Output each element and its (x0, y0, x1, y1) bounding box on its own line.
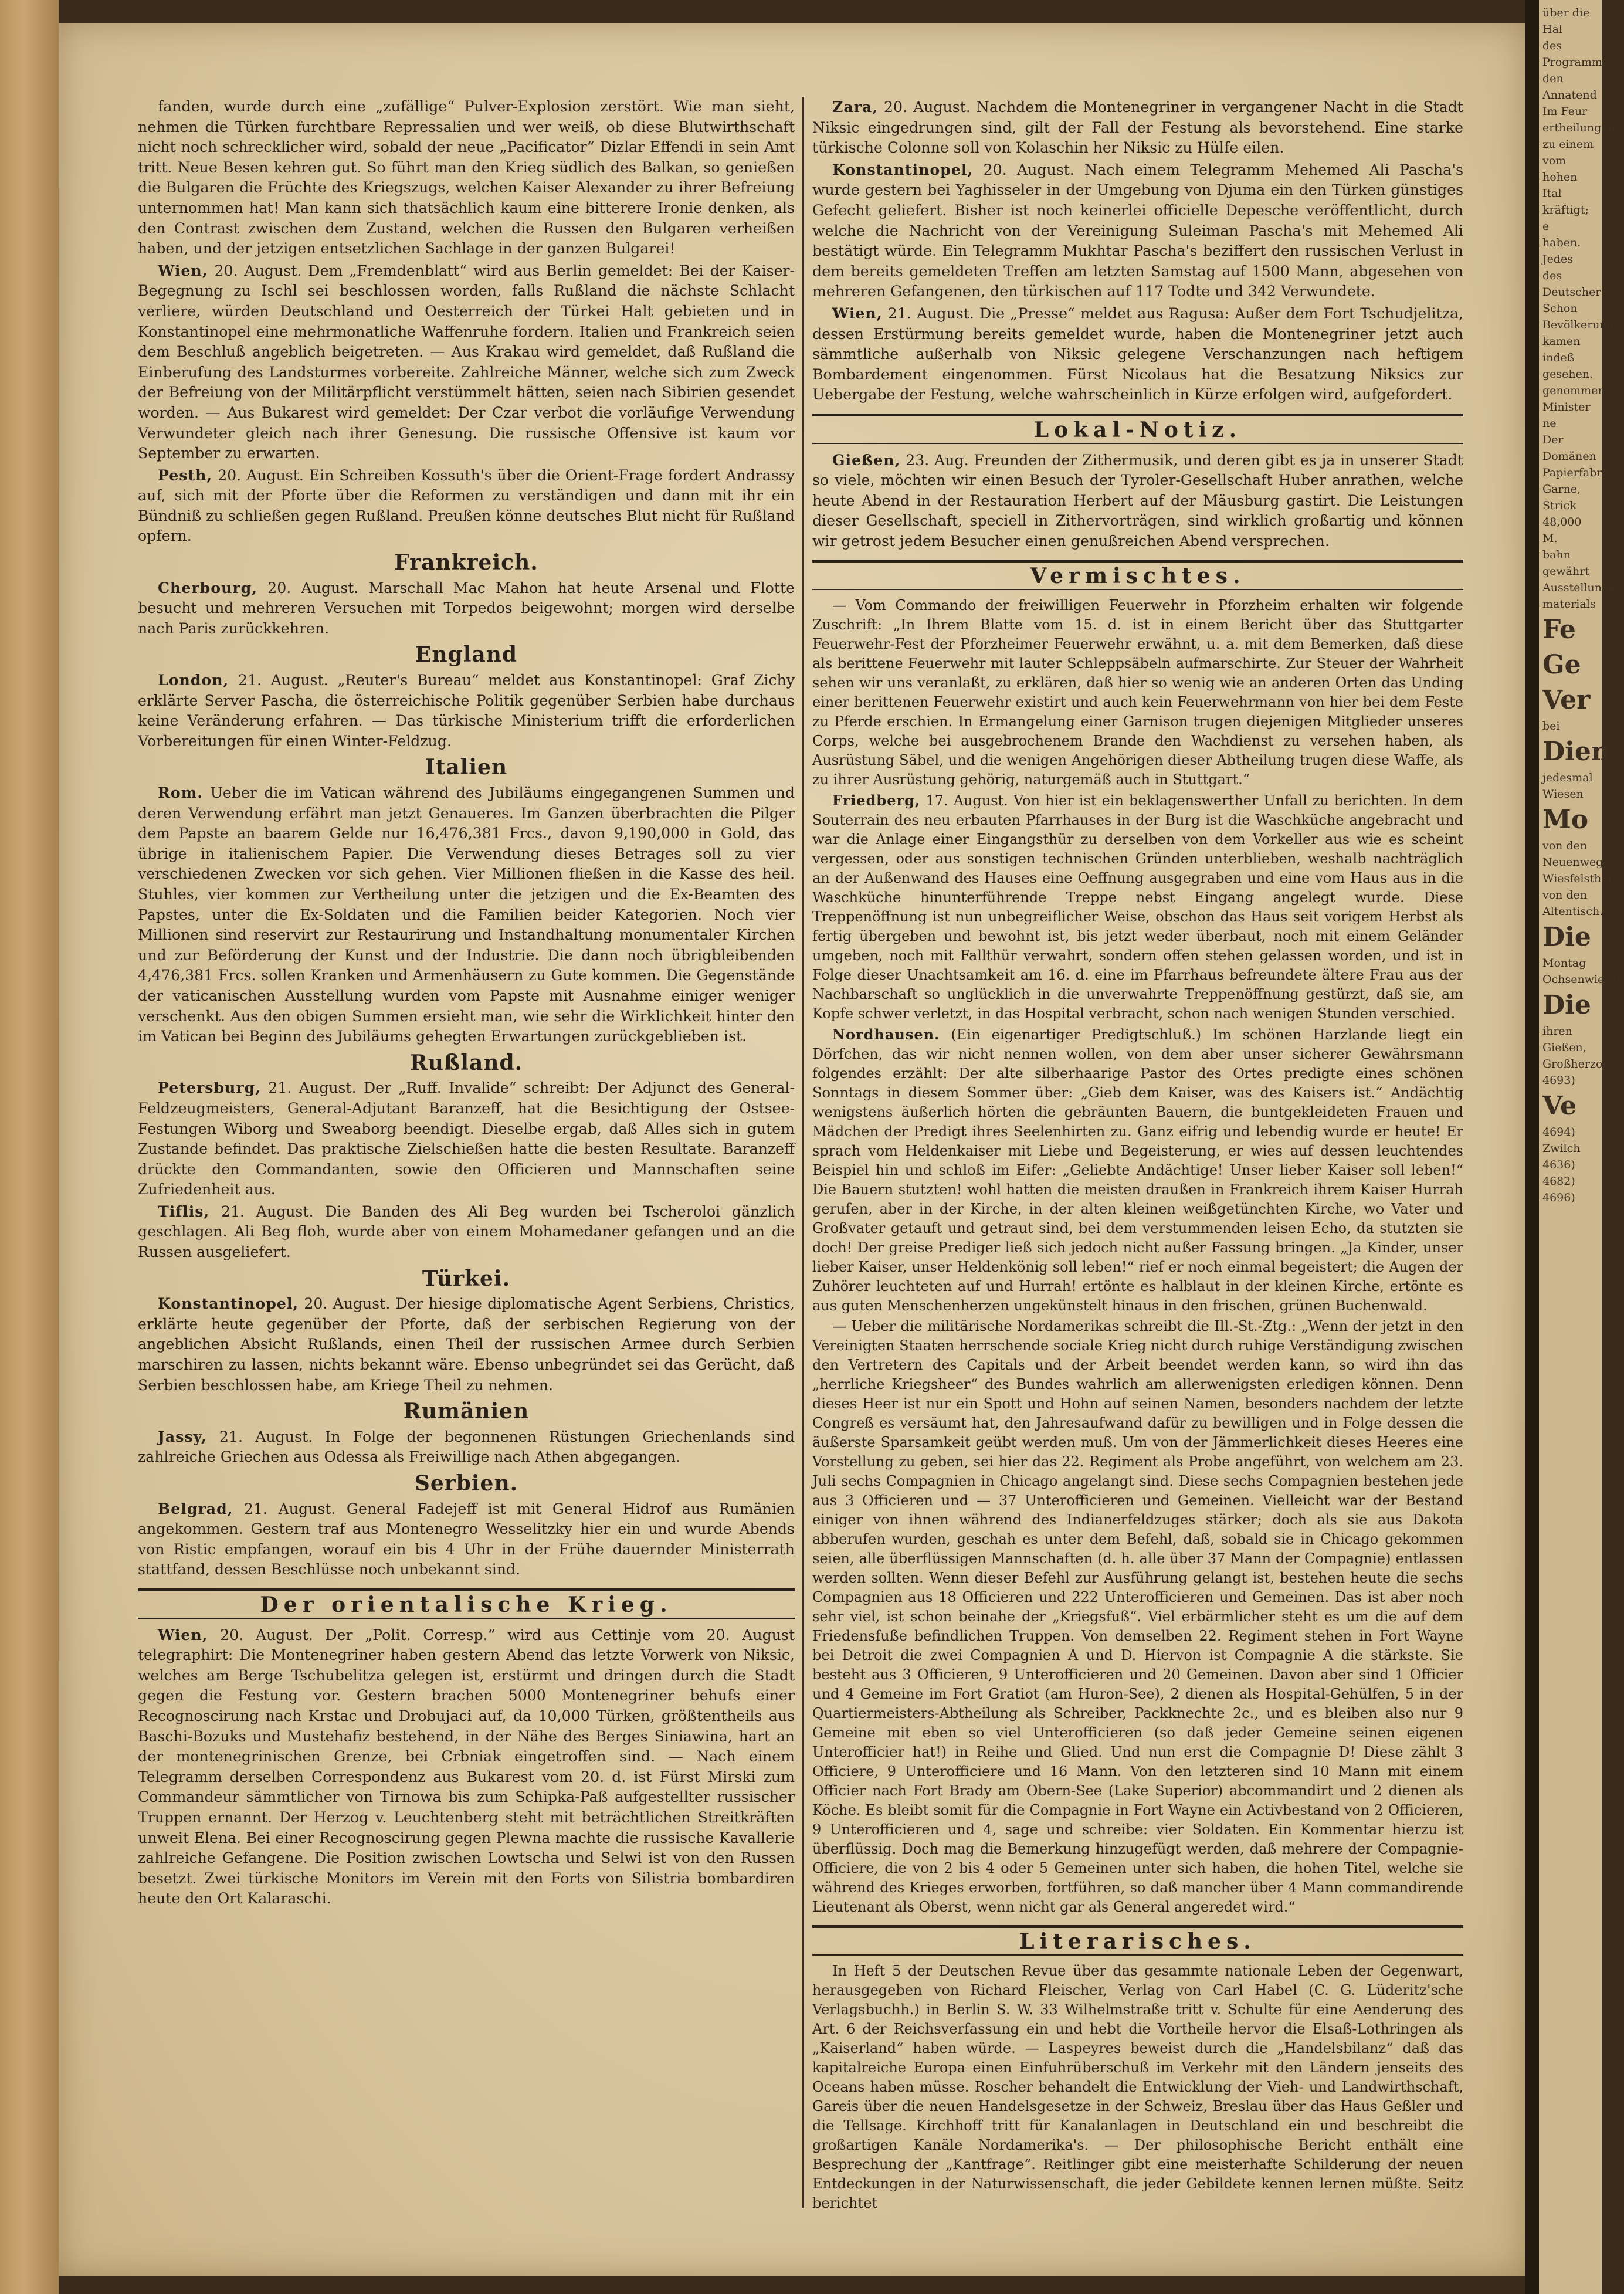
dateline: Cherbourg, (158, 578, 258, 597)
dateline: Konstantinopel, (832, 160, 974, 178)
neighbor-line: Ausstellungs (1542, 581, 1615, 594)
news-item (138, 782, 795, 1047)
dateline: Tiflis, (158, 1202, 210, 1220)
neighbor-line: kamen indeß (1542, 335, 1581, 364)
article-paragraph (812, 596, 1463, 789)
neighbor-line: Im Feur (1542, 105, 1588, 118)
neighbor-line: Papierfabrik (1542, 466, 1613, 479)
news-item (138, 1426, 795, 1468)
neighbor-line: Garne, Strick (1542, 483, 1581, 512)
column-divider (802, 97, 804, 2208)
dateline: Zara, (832, 98, 879, 116)
neighbor-line: Großherzog (1542, 1058, 1610, 1070)
neighbor-page-strip (1525, 0, 1624, 2294)
paragraph-text: 20. August. Nachdem die Montenegriner in vergangener Nacht in die Stadt Niksic eingedrungen sind, gilt der Fall der Festung als bevorstehend. Eine starke türkische Colonne soll von Kolaschin her Niksic zu Hülfe eilen. (812, 99, 1463, 157)
neighbor-line: Bevölkerung (1542, 318, 1614, 331)
dateline: Petersburg, (158, 1079, 261, 1097)
neighbor-line: Ge (1542, 650, 1581, 680)
book-binding (0, 0, 59, 2294)
news-item (812, 97, 1463, 158)
neighbor-line: Wiesen (1542, 788, 1584, 801)
dateline: Pesth, (158, 466, 213, 484)
neighbor-line: 4693) (1542, 1074, 1575, 1087)
section-heading: Türkei. (422, 1266, 511, 1291)
neighbor-line: Schon (1542, 302, 1578, 315)
neighbor-line: 4682) (1542, 1175, 1575, 1188)
neighbor-line: Ver (1542, 685, 1591, 715)
neighbor-line: des Programm (1542, 39, 1602, 69)
neighbor-line: Ochsenwiesen (1542, 973, 1624, 986)
news-item (812, 450, 1463, 552)
ruled-heading: Literarisches. (812, 1925, 1463, 1956)
news-item (138, 1077, 795, 1200)
dateline: Rom. (158, 784, 204, 801)
neighbor-line: zu einem vom (1542, 138, 1594, 167)
section-heading: Rumänien (403, 1399, 530, 1424)
section-heading: England (415, 642, 518, 667)
news-item (812, 1025, 1463, 1316)
neighbor-line: gesehen. (1542, 368, 1594, 381)
neighbor-line: 4636) (1542, 1158, 1575, 1171)
dateline: London, (158, 671, 229, 689)
paragraph-text: 20. August. Ein Schreiben Kossuth's über die Orient-Frage fordert Andrassy auf, sich mit der Pforte über die Reformen zu verständigen und dann mit ihr ein Bündniß zu schließen gegen Rußland. Preußen könne deutsches Blut nicht für Rußland opfern. (138, 466, 795, 545)
dateline: Wien, (158, 1625, 208, 1644)
news-item (138, 260, 795, 464)
news-item (138, 1293, 795, 1395)
paragraph-text: 20. August. Nach einem Telegramm Mehemed Ali Pascha's wurde gestern bei Yaghisseler in der Umgebung von Djuma ein den Türken günstiges Gefecht geliefert. Bisher ist noch keinerlei officielle Depesche veröffentlicht, durch welche die Nachricht von der Vereinigung Suleiman Pascha's mit Mehemed Ali bestätigt würde. Ein Telegramm Mukhtar Pascha's beziffert den russischen Verlust in dem bereits gemeldeten Treffen am letzten Samstag auf 1500 Mann, abgesehen von mehreren Gefangenen, den türkischen auf 117 Todte und 342 Verwundete. (812, 161, 1463, 300)
paragraph-text: 21. August. General Fadejeff ist mit General Hidrof aus Rumänien angekommen. Gestern traf aus Montenegro Wesselitzky hier ein und wurde Abends von Ristic empfangen, worauf ein bis 4 Uhr in der Frühe dauernder Ministerrath stattfand, dessen Beschlüsse noch unbekannt sind. (138, 1500, 795, 1578)
paragraph-text: 20. August. Der „Polit. Corresp.“ wird aus Cettinje vom 20. August telegraphirt: Die Montenegriner haben gestern Abend das letzte Vorwerk von Niksic, welches am Berge Tschubelitza gelegen ist, erstürmt und dringen durch die Stadt gegen die Festung vor. Gestern brachen 5000 Montenegriner behufs einer Recognoscirung nach Krstac und Drobujaci auf, da 10,000 Türken, größtentheils aus Baschi-Bozuks und Mustehafiz bestehend, in der Nähe des Berges Siniawina, hart an der montenegrinischen Grenze, bei Crbniak eingetroffen sind. — Nach einem Telegramm derselben Correspondenz aus Bukarest vom 20. d. ist Fürst Mirski zum Commandeur sämmtlicher von Tirnowa bis zum Schipka-Paß aufgestellter russischer Truppen ernannt. Der Herzog v. Leuchtenberg steht mit beträchtlichen Streitkräften unweit Elena. Bei einer Recognoscirung gegen Plewna machte die russische Kavallerie zahlreiche Gefangene. Die Position zwischen Lowtscha und Selwi ist von den Russen besetzt. Zwei türkische Monitors im Verein mit den Forts von Silistria bombardiren heute den Ort Kalaraschi. (138, 1626, 795, 1907)
neighbor-line: 48,000 M. (1542, 516, 1582, 545)
neighbor-line: 4696) (1542, 1191, 1575, 1204)
neighbor-line: Gießen, (1542, 1041, 1586, 1054)
neighbor-line: Minister ne (1542, 401, 1591, 430)
neighbor-line: Der Domänen (1542, 433, 1596, 463)
neighbor-line: des Deutscher (1542, 269, 1601, 299)
neighbor-line: von den (1542, 889, 1588, 902)
news-item (812, 303, 1463, 405)
paragraph-text: 21. August. Die Banden des Ali Beg wurden bei Tscheroloi gänzlich geschlagen. Ali Beg floh, wurde aber von einem Mohamedaner gefangen und an die Russen ausgeliefert. (138, 1202, 795, 1261)
neighbor-line: Fe (1542, 615, 1576, 645)
paragraph-text: 21. August. In Folge der begonnenen Rüstungen Griechenlands sind zahlreiche Griechen aus Odessa als Freiwillige nach Athen abgegangen. (138, 1428, 795, 1466)
left-column (138, 97, 795, 2244)
paragraph-text: — Vom Commando der freiwilligen Feuerwehr in Pforzheim erhalten wir folgende Zuschrift: „In Ihrem Blatte vom 15. d. ist in einem Bericht über das Stuttgarter Feuerwehr-Fest der Pforzheimer Feuerwehr erwähnt, u. a. mit dem Bemerken, daß diese als berittene Feuerwehr mit lauter Schleppsäbeln aufmarschirte. Zur Steuer der Wahrheit sehen wir uns veranlaßt, zu erklären, daß hier so wenig wie an anderen Orten das Unding einer berittenen Feuerwehr existirt und auch kein Feuerwehrmann von hier bei dem Feste zu Pferde erschien. In Ermangelung einer Garnison trugen diejenigen Mitglieder unseres Corps, welche bei ausgebrochenem Brande den Wachdienst zu versehen haben, als Ausrüstung Säbel, und die wenigen Angehörigen dieser Abtheilung trugen diese Waffe, als zu ihrer Ausrüstung gehörig, naturgemäß auch in Stuttgart.“ (812, 597, 1463, 788)
neighbor-line: Montag (1542, 957, 1586, 970)
paragraph-text: 20. August. Der hiesige diplomatische Agent Serbiens, Christics, erklärte heute gegenüber der Pforte, daß der serbischen Regierung von der angeblichen Absicht Rußlands, einen Theil der russischen Armee durch Serbien marschiren zu lassen, nichts bekannt wäre. Ebenso unbegründet sei das Gerücht, daß Serbien beschlossen habe, am Kriege Theil zu nehmen. (138, 1295, 795, 1394)
paragraph-text: 21. August. Der „Ruff. Invalide“ schreibt: Der Adjunct des General-Feldzeugmeisters, General-Adjutant Baranzeff, hat die Besichtigung der Ostsee-Festungen Wiborg und Sweaborg beendigt. Dieselbe ergab, daß Alles sich in gutem Zustande befindet. Das praktische Zielschießen hatte die besten Resultate. Baranzeff drückte den Commandanten, sowie den Officieren und Mannschaften seine Zufriedenheit aus. (138, 1079, 795, 1198)
neighbor-page-text (1539, 0, 1624, 1211)
news-item (138, 1201, 795, 1263)
ruled-heading: Lokal-Notiz. (812, 414, 1463, 444)
ruled-heading: Der orientalische Krieg. (138, 1588, 795, 1619)
neighbor-line: den Annatend (1542, 72, 1597, 101)
neighbor-line: Zwilch (1542, 1142, 1581, 1155)
paragraph-text: 21. August. Die „Presse“ meldet aus Ragusa: Außer dem Fort Tschudjelitza, dessen Erstürmung bereits gemeldet wurde, haben die Montenegriner jetzt auch sämmtliche außerhalb von Niksic gelegene Verschanzungen nach heftigem Bombardement eingenommen. Fürst Nicolaus hat die Besatzung Niksics zur Uebergabe der Festung, welche wahrscheinlich in Kürze erfolgen wird, aufgefordert. (812, 304, 1463, 404)
neighbor-line: von den (1542, 839, 1588, 852)
neighbor-line: über die Hal (1542, 6, 1590, 36)
neighbor-line: Die (1542, 990, 1591, 1020)
neighbor-line: Neuenweger (1542, 856, 1615, 869)
news-item (138, 1499, 795, 1580)
neighbor-line: Dien (1542, 737, 1610, 767)
paragraph-text: 20. August. Marschall Mac Mahon hat heute Arsenal und Flotte besucht und mehreren Versuchen mit Torpedos beigewohnt; morgen wird derselbe nach Paris zurückkehren. (138, 579, 795, 637)
neighbor-line: genommen. (1542, 384, 1609, 397)
paragraph-text: (Ein eigenartiger Predigtschluß.) Im schönen Harzlande liegt ein Dörfchen, das wir nicht nennen wollen, von dem aber unser sicherer Gewährsmann folgendes erzählt: Der alte silberhaarige Pastor des Ortes predigte eines schönen Sonntags in diesem Sommer über: „Gieb dem Kaiser, was des Kaisers ist.“ Andächtig wenigstens äußerlich hörten die gebräunten Bauern, die buntgekleideten Frauen und Mädchen der Predigt ihres Seelenhirten zu. Ganz eifrig und lebendig wurde er heute! Er sprach vom Heldenkaiser mit Liebe und Begeisterung, er wies auf dessen leuchtendes Beispiel hin und schloß im Eifer: „Geliebte Andächtige! Unser lieber Kaiser soll leben!“ Die Bauern stutzten! wohl hatten die meisten draußen in Frankreich ihrem Kaiser Hurrah gerufen, aber in der Kirche, in der alten kleinen weißgetünchten Kirche, wo Vater und Großvater getauft und getraut sind, bei dem verstummenden leisen Echo, da stutzten sie doch! Der greise Prediger ließ sich jedoch nicht außer Fassung bringen. „Ja Kinder, unser lieber Kaiser, unser Heldenkönig soll leben!“ rief er noch einmal begeistert; die Augen der Zuhörer leuchteten auf und Hurrah! ertönte es halblaut in der kleinen Kirche, ertönte es aus guten Menschenherzen ungekünstelt hinaus in den frischen, grünen Buchenwald. (812, 1026, 1463, 1314)
section-heading: Italien (425, 755, 508, 780)
article-paragraph (812, 1317, 1463, 1917)
dateline: Nordhausen. (832, 1026, 940, 1043)
neighbor-line: Wiesfelsthal (1542, 872, 1612, 885)
right-column (812, 97, 1463, 2244)
section-heading: Frankreich. (394, 550, 538, 575)
news-item (138, 670, 795, 751)
dateline: Jassy, (158, 1427, 207, 1445)
paragraph-text: — Ueber die militärische Nordamerikas schreibt die Ill.-St.-Ztg.: „Wenn der jetzt in den Vereinigten Staaten herrschende sociale Krieg nicht durch ruhige Verständigung zwischen den Vertretern des Capitals und der Arbeit beendet werden kann, so wird ihn das „herrliche Kriegsheer“ des Bundes wahrlich am allerwenigsten erledigen können. Denn dieses Heer ist nur ein Spott und Hohn auf seinen Namen, besonders nachdem der letzte Congreß es versäumt hat, den Jahresaufwand dafür zu bewilligen und in Folge dessen die äußerste Sparsamkeit geübt werden muß. Um von der Jämmerlichkeit dieses Heeres eine Vorstellung zu geben, sei hier das 22. Regiment als Probe angeführt, von welchem am 23. Juli sechs Compagnien in Chicago angelangt sind. Diese sechs Compagnien bestehen jede aus 3 Officieren und — 37 Unterofficieren und Gemeinen. Vielleicht war der Bestand einiger von ihnen während des Indianerfeldzuges stärker; doch als sie aus Dakota abberufen wurden, geschah es unter dem Befehl, daß, sobald sie in Chicago gekommen seien, alle überflüssigen Mannschaften (d. h. alle über 37 Mann der Compagnie) entlassen werden sollten. Wenn dieser Befehl zur Ausführung gelangt ist, bestehen heute die sechs Compagnien aus 18 Officieren und 222 Unterofficieren und Gemeinen. Das ist aber noch sehr viel, ist schon beinahe der „Kriegsfuß“. Viel erbärmlicher steht es um die auf dem Friedensfuße befindlichen Truppen. Von demselben 22. Regiment stehen in Fort Wayne bei Detroit die zwei Compagnien A und D. Hiervon ist Compagnie A die stärkste. Sie besteht aus 3 Officieren, 9 Unterofficieren und 20 Gemeinen. Davon aber sind 1 Officier und 4 Gemeine im Fort Gratiot (am Huron-See), 2 dienen als Hospital-Gehülfen, 5 in der Quartiermeisters-Abtheilung als Schreiber, Packknechte 2c., und es bleiben also nur 9 Gemeine mit eben so viel Unterofficieren (so daß jeder Gemeine seinen eigenen Unterofficier hat!) in Reihe und Glied. Und nun erst die Compagnie D! Diese zählt 3 Officiere, 9 Unterofficiere und 16 Mann. Von den letzteren sind 10 Mann mit einem Officier nach Fort Brady am Obern-See (Lake Superior) abcommandirt und 2 dienen als Köche. Es bleibt somit für die Compagnie in Fort Wayne ein Activbestand von 2 Officieren, 9 Unterofficieren und 4, sage und schreibe: vier Soldaten. Ein Kommentar hierzu ist überflüssig. Doch mag die Bemerkung hinzugefügt werden, daß mehrere der Compagnie-Officiere, die von 2 bis 4 oder 5 Gemeinen unter sich haben, die hohen Titel, welche sie während des Krieges erworben, fortführen, so daß mancher über 4 Mann commandirende Lieutenant als Oberst, wenn nicht gar als General angeredet wird.“ (812, 1318, 1463, 1916)
section-heading: Rußland. (409, 1050, 523, 1075)
paragraph-text: 17. August. Von hier ist ein beklagenswerther Unfall zu berichten. In dem Souterrain des neu erbauten Pfarrhauses in der Burg ist die Waschküche angebracht und war die Anlage einer Eingangsthür zu derselben von dem Vorkeller aus wie es scheint vergessen, oder aus sonstigen technischen Gründen unterblieben, weshalb nachträglich an der Außenwand des Hauses eine Oeffnung ausgegraben und eine vom Haus aus in die Waschküche hinunterführende Treppe nebst Eingang angelegt wurde. Diese Treppenöffnung ist nun unbegreiflicher Weise, obschon das Haus seit vorigem Herbst als fertig übergeben und bewohnt ist, bis jetzt weder überbaut, noch mit einem Geländer umgeben, noch mit Fallthür verwahrt, sondern offen stehen gelassen worden, und ist in Folge dieser Unachtsamkeit am 16. d. eine im Pfarrhaus befreundete ältere Frau aus der Nachbarschaft so unglücklich in die unverwahrte Treppenöffnung gestürzt, daß sie, am Kopfe schwer verletzt, in das Hospital verbracht, schon nach wenigen Stunden verschied. (812, 792, 1463, 1022)
news-item (812, 160, 1463, 302)
neighbor-line: bei (1542, 720, 1560, 733)
neighbor-line: Ve (1542, 1091, 1577, 1121)
neighbor-line: materials (1542, 598, 1596, 611)
neighbor-line: kräftigt; e (1542, 204, 1589, 233)
neighbor-line: Altentisch. (1542, 905, 1603, 918)
neighbor-line: bahn gewährt (1542, 548, 1589, 578)
article-paragraph (812, 1961, 1463, 2213)
news-item (138, 578, 795, 639)
dateline: Wien, (832, 304, 883, 322)
article-paragraph (138, 97, 795, 259)
neighbor-line: jedesmal (1542, 771, 1593, 784)
neighbor-line: haben. (1542, 236, 1581, 249)
paragraph-text: In Heft 5 der Deutschen Revue über das gesammte nationale Leben der Gegenwart, herausgegeben von Richard Fleischer, Verlag von Carl Habel (C. G. Lüderitz'sche Verlagsbuchh.) in Berlin S. W. 33 Wilhelmstraße tritt v. Schulte für eine Aenderung des Art. 6 der Reichsverfassung ein und hebt die Vortheile hervor die Elsaß-Lothringen als „Kaiserland“ haben würde. — Laspeyres beweist durch die „Handelsbilanz“ daß das kapitalreiche Europa einen Einfuhrüberschuß im Verkehr mit den Ländern jenseits des Oceans haben müsse. Roscher behandelt die Entwicklung der Vieh- und Landwirthschaft, Gareis über die neuen Handelsgesetze in der Schweiz, Breslau über das Haus Geßler und die Tellsage. Kirchhoff tritt für Kanalanlagen in Deutschland ein und beschreibt die großartigen Kanäle Nordamerika's. — Der philosophische Bericht enthält eine Besprechung der „Kantfrage“. Reitlinger gibt eine meisterhafte Schilderung der neuen Entdeckungen in der Naturwissenschaft, die jeder Gebildete kennen lernen müßte. Seitz berichtet (812, 1962, 1463, 2211)
neighbor-line: ertheilungen (1542, 121, 1615, 134)
news-item (138, 1625, 795, 1909)
paragraph-text: fanden, wurde durch eine „zufällige“ Pulver-Explosion zerstört. Wie man sieht, nehmen die Türken furchtbare Repressalien und wer weiß, ob diese Blutwirthschaft nicht noch schrecklicher wird, sobald der neue „Pacificator“ Dizlar Effendi in sein Amt tritt. Neue Besen kehren gut. So führt man den Krieg südlich des Balkan, so genießen die Bulgaren die Früchte des Kriegszugs, welchen Kaiser Alexander zu ihrer Befreiung unternommen hat! Man kann sich thatsächlich kaum eine bitterere Ironie denken, als den Contrast zwischen dem Zustand, welchen die Russen den Bulgaren verheißen haben, und der jetzigen entsetzlichen Sachlage in der ganzen Bulgarei! (138, 98, 795, 257)
paragraph-text: Ueber die im Vatican während des Jubiläums eingegangenen Summen und deren Verwendung erfährt man jetzt Genaueres. Im Ganzen überbrachten die Pilger dem Papste an baarem Gelde nur 16,476,381 Frcs., davon 9,190,000 in Gold, das übrige in italienischem Papier. Die Verwendung dieses Betrages soll zu vier verschiedenen Zwecken vor sich gehen. Vier Millionen fließen in die Kasse des heil. Stuhles, vier kommen zur Vertheilung unter die jetzigen und die Ex-Beamten des Papstes, unter die Ex-Soldaten und die Familien beider Kategorien. Noch vier Millionen sind reservirt zur Restaurirung und Instandhaltung monumentaler Kirchen und zur Beförderung der Kunst und der Industrie. Die dann noch übrigbleibenden 4,476,381 Frcs. sollen Kranken und Armenhäusern zu Gute kommen. Die Gegenstände der vaticanischen Ausstellung wurden vom Papste mit Ausnahme einiger weniger verschenkt. Aus den obigen Summen ersieht man, wie sehr die Wirklichkeit hinter den im Vatican bei Beginn des Jubiläums gehegten Erwartungen zurückgeblieben ist. (138, 784, 795, 1045)
dateline: Gießen, (832, 450, 901, 469)
paragraph-text: 21. August. „Reuter's Bureau“ meldet aus Konstantinopel: Graf Zichy erklärte Server Pascha, die österreichische Politik gegenüber Serbien habe durchaus keine Veränderung erfahren. — Das türkische Ministerium trifft die erforderlichen Vorbereitungen für einen Winter-Feldzug. (138, 672, 795, 750)
neighbor-line: 4694) (1542, 1126, 1575, 1138)
ruled-heading: Vermischtes. (812, 560, 1463, 590)
dateline: Belgrad, (158, 1499, 233, 1517)
paragraph-text: 23. Aug. Freunden der Zithermusik, und deren gibt es ja in unserer Stadt so viele, möchten wir einen Besuch der Tyroler-Gesellschaft Huber anrathen, welche heute Abend in der Restauration Herbert auf der Mäusburg gastirt. Die Leistungen dieser Gesellschaft, speciell in Zithervorträgen, sind wirklich großartig und können wir getrost jedem Besucher einen genußreichen Abend versprechen. (812, 451, 1463, 550)
dateline: Friedberg, (832, 792, 921, 809)
neighbor-line: hohen Ital (1542, 171, 1578, 200)
neighbor-line: Die (1542, 922, 1591, 952)
section-heading: Serbien. (414, 1471, 518, 1496)
dateline: Wien, (158, 261, 208, 279)
news-item (138, 465, 795, 547)
paragraph-text: 20. August. Dem „Fremdenblatt“ wird aus Berlin gemeldet: Bei der Kaiser-Begegnung zu Ischl sei beschlossen worden, falls Rußland die nächste Schlacht verliere, würden Deutschland und Oesterreich der Türkei Halt gebieten und in Konstantinopel eine mehrmonatliche Waffenruhe fordern. Italien und Frankreich seien dem Beschluß angeblich beigetreten. — Aus Krakau wird gemeldet, daß Rußland die Einberufung des Landsturmes vorbereite. Zahlreiche Männer, welche sich zum Zweck der Befreiung von der Militärpflicht verstümmelt hätten, seien nach Sibirien gesendet worden. — Aus Bukarest wird gemeldet: Der Czar verbot die vorläufige Verwendung Verwundeter gleich nach ihrer Genesung. Die russische Offensive ist kaum vor September zu erwarten. (138, 262, 795, 462)
neighbor-line: ihren (1542, 1025, 1572, 1038)
news-item (812, 791, 1463, 1024)
neighbor-line: Mo (1542, 805, 1589, 835)
dateline: Konstantinopel, (158, 1295, 299, 1313)
neighbor-line: Jedes (1542, 253, 1574, 266)
